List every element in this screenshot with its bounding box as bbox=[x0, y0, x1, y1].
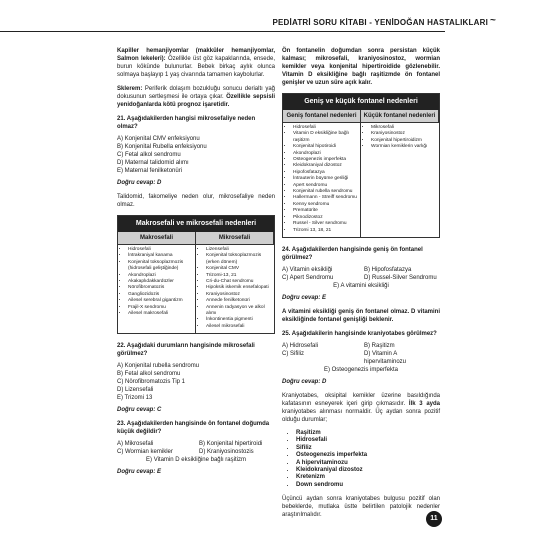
option-c[interactable]: C) Apert Sendromu bbox=[282, 274, 334, 281]
list-item: • Lizensefali bbox=[206, 247, 272, 253]
option-e[interactable]: E) Osteogenezis imperfekta bbox=[323, 366, 399, 373]
table-header-micro: Mikrosefali bbox=[196, 232, 274, 245]
left-column bbox=[117, 47, 275, 482]
list-item: • Konjenital toksoplazmozis (erken dönem) bbox=[206, 253, 272, 266]
list-item: • Ailesel makrosefali bbox=[128, 311, 193, 317]
macro-list-cell bbox=[118, 245, 196, 333]
list-item: • Apert sendromu bbox=[293, 183, 358, 189]
question-25 bbox=[282, 330, 440, 386]
small-list-cell bbox=[361, 123, 439, 237]
list-item: • Raşitizm bbox=[296, 430, 440, 437]
list-item: • Gangliozidozis bbox=[128, 292, 193, 298]
sklerem-paragraph bbox=[117, 85, 275, 109]
list-item: • Kleidokraniyal dizostoz bbox=[296, 467, 440, 474]
question-24 bbox=[282, 246, 440, 302]
option-e[interactable]: E) A vitamini eksikliği bbox=[333, 282, 389, 289]
list-item: • Cri-du-Chat sendromu bbox=[206, 279, 272, 285]
wide-list-cell bbox=[283, 123, 361, 237]
sklerem-text: Periferik dolaşım bozukluğu sonucu derialtı yağ dokusunun sertleşmesi ile ortaya çıkar. bbox=[117, 86, 275, 100]
answer-line: Doğru cevap: D bbox=[282, 378, 327, 385]
option-d[interactable]: D) Russel-Silver Sendromu bbox=[364, 274, 437, 281]
list-item: • Hipoksik iskemik ensefalopati bbox=[206, 285, 272, 291]
list-item: • Hidrosefali bbox=[128, 247, 193, 253]
list-item: • Hidrosefali bbox=[296, 437, 440, 444]
option-d[interactable]: D) Lizensefali bbox=[117, 387, 154, 394]
micro-list-cell bbox=[196, 245, 274, 333]
kraniyotabes-text-1: Kraniyotabes, oksipital kemikler üzerine basıldığında kafatasının esneyerek içeri girip çıkmasıdır. bbox=[282, 392, 440, 407]
option-a[interactable]: A) Konjenital CMV enfeksiyonu bbox=[117, 136, 200, 142]
list-item: • Osteogenezis imperfekta bbox=[293, 157, 358, 163]
option-e[interactable]: E) Vitamin D eksikliğine bağlı raşitizm bbox=[146, 457, 246, 464]
list-item: • Piknodizostoz bbox=[293, 215, 358, 221]
list-item: • Down sendromu bbox=[296, 482, 440, 489]
list-item: • Kraniyosinostoz bbox=[206, 292, 272, 298]
header-rule bbox=[0, 31, 445, 32]
list-item: • Konjenital toksoplazmozis (hidrosefali geliştiğinde) bbox=[128, 260, 193, 273]
sklerem-term: Sklerem: bbox=[117, 86, 143, 92]
answer-line: Doğru cevap: E bbox=[117, 469, 162, 476]
hemangioma-term: Kapiller hemanjiyomlar (makküler hemanjiyomlar, Salmon lekeleri): bbox=[117, 48, 275, 62]
option-b[interactable]: B) Hipofosfatazya bbox=[364, 266, 412, 273]
hemangioma-paragraph bbox=[117, 47, 275, 79]
micro-list bbox=[196, 245, 274, 333]
kraniyotabes-text-2: kraniyotabes alınması normaldir. Üç aydan sonra pozitif olduğu durumlar; bbox=[282, 408, 440, 423]
option-b[interactable]: B) Konjenital Rubella enfeksiyonu bbox=[117, 144, 207, 150]
option-e[interactable]: E) Trizomi 13 bbox=[117, 395, 153, 402]
option-e[interactable]: E) Maternal fenilketonüri bbox=[117, 168, 183, 174]
option-c[interactable]: C) Wormian kemikler bbox=[117, 449, 173, 456]
header-mark: ~ bbox=[490, 15, 496, 26]
list-item: • Kretenizm bbox=[296, 474, 440, 481]
option-a[interactable]: A) Vitamin eksikliği bbox=[282, 266, 333, 273]
fontanel-paragraph: Ön fontanelin doğumdan sonra persistan küçük kalması; mikrosefali, kraniyosinostoz, wormian kemikler veya konjenital hipertiroidide gözlenebilir. Vitamin D eksikliğine bağlı raşitizmde ön fontanel genişler ve uzun süre açık kalır. bbox=[282, 48, 440, 86]
option-b[interactable]: B) Raşitizm bbox=[364, 342, 395, 349]
table-header-wide: Geniş fontanel nedenleri bbox=[283, 110, 361, 123]
hemangioma-text: Özellikle üst göz kapaklarında, ensede, burun kökünde bulunurlar. Bebek birkaç aylık olunca solmaya başlayıp 1 yaş civarında tamamen kaybolurlar. bbox=[117, 56, 275, 78]
talidomid-note: Talidomid, fakomeliye neden olur, mikrosefaliye neden olmaz. bbox=[117, 194, 275, 208]
question-stem: 21. Aşağıdakilerden hangisi mikrosefaliye neden olmaz? bbox=[117, 116, 256, 130]
list-item: • Wormian kemiklerin varlığı bbox=[371, 144, 437, 150]
list-item: • Akakaplıdakkardüzler bbox=[128, 279, 193, 285]
option-a[interactable]: A) Konjenital rubella sendromu bbox=[117, 363, 200, 370]
list-item: • Osteogenezis imperfekta bbox=[296, 452, 440, 459]
option-a[interactable]: A) Mikrosefali bbox=[117, 441, 154, 448]
option-d[interactable]: D) Vitamin A hipervitaminozu bbox=[364, 350, 407, 365]
small-list bbox=[361, 123, 439, 154]
table-header-small: Küçük fontanel nedenleri bbox=[361, 110, 439, 123]
list-item: • Sifiliz bbox=[296, 445, 440, 452]
list-item: • Ailesel mikrosefali bbox=[206, 324, 272, 330]
sklerem-emphasis: Özellikle sepsisli yenidoğanlarda kötü prognoz işaretidir. bbox=[117, 94, 275, 108]
list-item: • Akondroplazi bbox=[128, 273, 193, 279]
list-item: • İntrakraniyal kanama bbox=[128, 253, 193, 259]
list-item: • Kleidokraniyal dizostoz bbox=[293, 163, 358, 169]
list-item: • Ailesel serebral gigantizm bbox=[128, 298, 193, 304]
list-item: • Konjenital CMV bbox=[206, 266, 272, 272]
option-c[interactable]: C) Sifiliz bbox=[282, 350, 304, 357]
option-d[interactable]: D) Maternal talidomid alımı bbox=[117, 160, 189, 166]
header-title: PEDİATRİ SORU KİTABI - YENİDOĞAN HASTALIKLARI bbox=[272, 18, 488, 27]
question-22 bbox=[117, 342, 275, 414]
list-item: • Konjenital hipertiroidizm bbox=[371, 138, 437, 144]
option-b[interactable]: B) Fetal alkol sendromu bbox=[117, 371, 181, 378]
list-item: • Hipofosfatazya bbox=[293, 170, 358, 176]
macro-list bbox=[118, 245, 195, 320]
right-column bbox=[282, 47, 440, 525]
question-stem: 23. Aşağıdakilerden hangisinde ön fontanel doğumda küçük değildir? bbox=[117, 421, 270, 436]
list-item: • İntrauterin büyüme geriliği bbox=[293, 176, 358, 182]
closing-paragraph: Üçüncü aydan sonra kraniyotabes bulgusu pozitif olan bebeklerde, mutlaka üstte belirtilen patolojik nedenler araştırılmalıdır. bbox=[282, 496, 440, 519]
list-item: • Konjenital rubella sendromu bbox=[293, 189, 358, 195]
question-stem: 22. Aşağıdaki durumların hangisinde mikrosefali görülmez? bbox=[117, 343, 255, 358]
list-item: • Kraniyosinostoz bbox=[371, 131, 437, 137]
kraniyotabes-emphasis: İlk 3 ayda bbox=[408, 400, 440, 407]
question-stem: 25. Aşağıdakilerin hangisinde kraniyotabes görülmez? bbox=[282, 330, 437, 337]
list-item: • Frajil-X sendromu bbox=[128, 305, 193, 311]
list-item: • Vitamin D eksikliğine bağlı raşitizm bbox=[293, 131, 358, 144]
fontanel-table bbox=[282, 93, 440, 238]
list-item: • Hidrosefali bbox=[293, 125, 358, 131]
macro-micro-table bbox=[117, 215, 275, 334]
question-21 bbox=[117, 115, 275, 187]
page-header bbox=[0, 14, 550, 34]
table-header-macro: Makrosefali bbox=[118, 232, 196, 245]
question-stem: 24. Aşağıdakilerden hangisinde geniş ön fontanel görülmez? bbox=[282, 246, 423, 261]
list-item: • Konjenital hipotiroidi bbox=[293, 144, 358, 150]
list-item: • Kenny sendromu bbox=[293, 202, 358, 208]
list-item: • Trizomi-13, 21 bbox=[206, 273, 272, 279]
table-title: Geniş ve küçük fontanel nedenleri bbox=[283, 94, 439, 110]
table-title: Makrosefali ve mikrosefali nedenleri bbox=[118, 216, 274, 232]
list-item: • Nörofibromatozis bbox=[128, 285, 193, 291]
option-c[interactable]: C) Nörofibromatozis Tip 1 bbox=[117, 379, 186, 386]
list-item: • Trizomi 13, 18, 21 bbox=[293, 228, 358, 234]
question-23 bbox=[117, 420, 275, 476]
option-d[interactable]: D) Kraniyosinostozis bbox=[199, 449, 254, 456]
option-a[interactable]: A) Hidrosefali bbox=[282, 342, 319, 349]
answer-line: Doğru cevap: D bbox=[117, 180, 162, 186]
option-b[interactable]: B) Konjenital hipertiroidi bbox=[199, 441, 263, 448]
kraniyotabes-list bbox=[296, 430, 440, 489]
list-item: • İnkontinentia pigmenti bbox=[206, 317, 272, 323]
list-item: • Akondroplazi bbox=[293, 151, 358, 157]
list-item: • A hipervitaminozu bbox=[296, 460, 440, 467]
list-item: • Prematürite bbox=[293, 208, 358, 214]
list-item: • Hallermann - Streiff sendromu bbox=[293, 195, 358, 201]
wide-list bbox=[283, 123, 360, 237]
list-item: • Annenin radyasyon ve alkol alımı bbox=[206, 305, 272, 318]
list-item: • Annede fenilketonüri bbox=[206, 298, 272, 304]
kraniyotabes-paragraph bbox=[282, 392, 440, 424]
vitamin-note: A vitamini eksikliği geniş ön fontanel olmaz. D vitamini eksikliğinde fontanel genişliği beklenir. bbox=[282, 308, 440, 323]
answer-line: Doğru cevap: E bbox=[282, 294, 327, 301]
page-number-badge: 11 bbox=[426, 511, 442, 527]
option-c[interactable]: C) Fetal alkol sendromu bbox=[117, 152, 181, 158]
list-item: • Mikrosefali bbox=[371, 125, 437, 131]
list-item: • Russel - Silver sendromu bbox=[293, 221, 358, 227]
answer-line: Doğru cevap: C bbox=[117, 407, 162, 414]
